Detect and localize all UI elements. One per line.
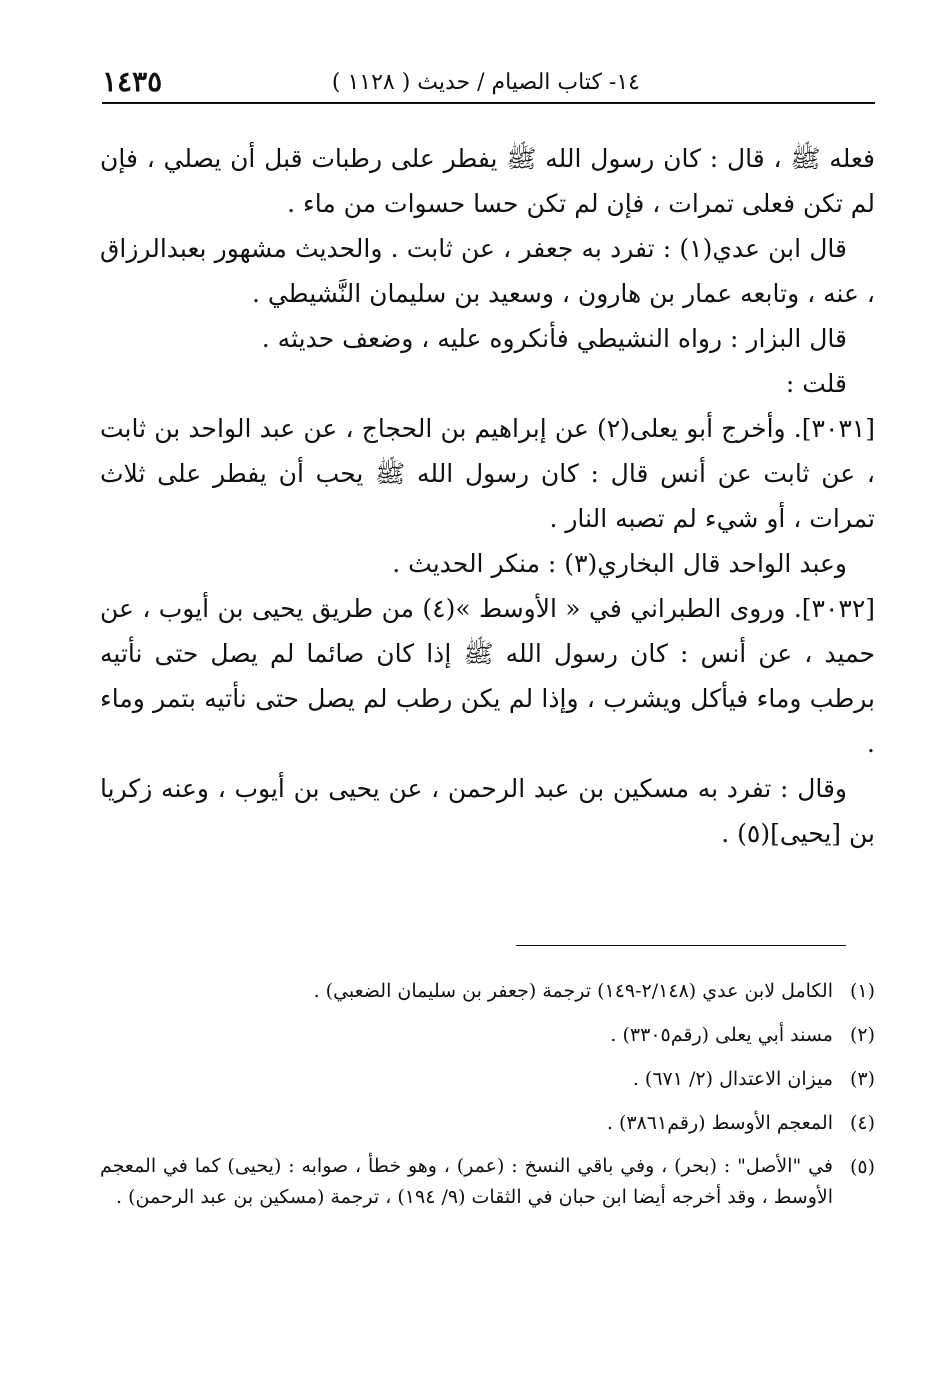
footnote-number: (٣) bbox=[849, 1068, 875, 1090]
footnote-number: (١) bbox=[849, 980, 875, 1002]
paragraph: فعله ﷺ ، قال : كان رسول الله ﷺ يفطر على رطبات قبل أن يصلي ، فإن لم تكن فعلى تمرات ، فإن لم تكن حسا حسوات من ماء . bbox=[100, 144, 875, 218]
footnotes bbox=[100, 975, 875, 1225]
footnote-number: (٢) bbox=[849, 1024, 875, 1046]
page-number: ١٤٣٥ bbox=[102, 65, 163, 98]
running-title: ١٤- كتاب الصيام / حديث ( ١١٢٨ ) bbox=[331, 70, 640, 95]
footnote-text: المعجم الأوسط (رقم٣٨٦١) . bbox=[606, 1112, 833, 1134]
main-text bbox=[100, 136, 875, 856]
footnote bbox=[100, 1019, 875, 1051]
footnote-number: (٥) bbox=[849, 1156, 875, 1178]
footnote bbox=[100, 975, 875, 1007]
footnote bbox=[100, 1063, 875, 1095]
paragraph: وقال : تفرد به مسكين بن عبد الرحمن ، عن يحيى بن أيوب ، وعنه زكريا بن [يحيى](٥) . bbox=[100, 774, 875, 848]
footnote bbox=[100, 1107, 875, 1139]
paragraph: قلت : bbox=[785, 369, 847, 398]
paragraph: قال ابن عدي(١) : تفرد به جعفر ، عن ثابت . والحديث مشهور بعبدالرزاق ، عنه ، وتابعه عمار بن هارون ، وسعيد بن سليمان النَّشيطي . bbox=[100, 234, 875, 308]
footnote-text: الكامل لابن عدي (٢/١٤٨-١٤٩) ترجمة (جعفر بن سليمان الضعبي) . bbox=[313, 980, 833, 1002]
paragraph: قال البزار : رواه النشيطي فأنكروه عليه ، وضعف حديثه . bbox=[261, 324, 847, 353]
footnote-number: (٤) bbox=[849, 1112, 875, 1134]
paragraph: وعبد الواحد قال البخاري(٣) : منكر الحديث . bbox=[392, 549, 847, 578]
footnote-text: مسند أبي يعلى (رقم٣٣٠٥) . bbox=[610, 1024, 833, 1046]
page-header bbox=[102, 58, 875, 104]
footnote-separator bbox=[516, 945, 846, 946]
hadith-entry: [٣٠٣١]. وأخرج أبو يعلى(٢) عن إبراهيم بن الحجاج ، عن عبد الواحد بن ثابت ، عن ثابت عن أنس قال : كان رسول الله ﷺ يحب أن يفطر على ثلاث تمرات ، أو شيء لم تصبه النار . bbox=[100, 414, 875, 533]
footnote-text: ميزان الاعتدال (٢/ ٦٧١) . bbox=[632, 1068, 833, 1090]
footnote bbox=[100, 1151, 875, 1213]
hadith-entry: [٣٠٣٢]. وروى الطبراني في « الأوسط »(٤) من طريق يحيى بن أيوب ، عن حميد ، عن أنس : كان رسول الله ﷺ إذا كان صائما لم يصل حتى نأتيه برطب وماء فيأكل ويشرب ، وإذا لم يكن رطب لم يصل حتى نأتيه بتمر وماء . bbox=[100, 594, 876, 758]
footnote-text: في "الأصل" : (بحر) ، وفي باقي النسخ : (عمر) ، وهو خطأ ، صوابه : (يحيى) كما في المعجم الأوسط ، وقد أخرجه أيضا ابن حبان في الثقات (٩/ ١٩٤) ، ترجمة (مسكين بن عبد الرحمن) . bbox=[100, 1155, 833, 1208]
